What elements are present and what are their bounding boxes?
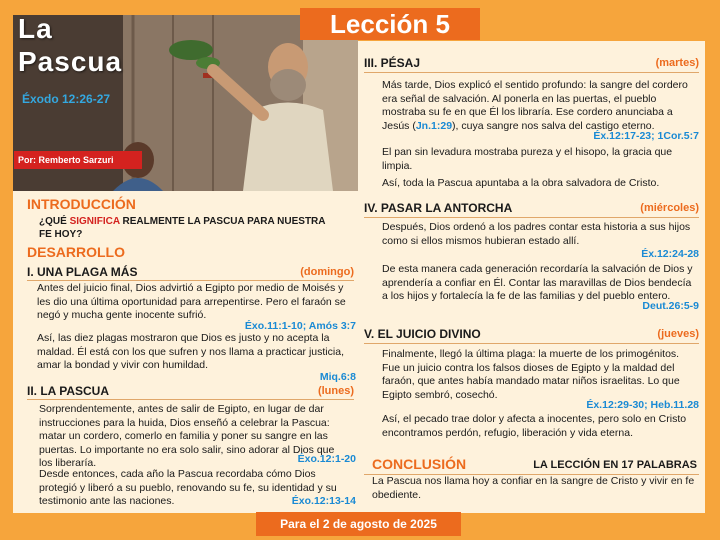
conclusion-text: La Pascua nos llama hoy a confiar en la sangre de Cristo y vivir en fe obediente. [372, 475, 695, 501]
section-2-divider [27, 399, 354, 400]
section-4-reference-1: Éx.12:24-28 [641, 248, 699, 260]
section-4-divider [364, 217, 699, 218]
intro-question [39, 215, 339, 241]
lesson-title-line2: Pascua [18, 46, 123, 77]
section-5-paragraph-1: Finalmente, llegó la última plaga: la muerte de los primogénitos. Fue un juicio contra los falsos dioses de Egipto y la maldad del faraón, que antes había mandado matar niños israelitas. Lo que Egipto sembró, cosechó. [382, 348, 680, 401]
section-4-day: (miércoles) [640, 202, 699, 214]
section-3-paragraph-1-a: Más tarde, Dios explicó el sentido profundo: la sangre del cordero era señal de salvación. Al ponerla en las puertas, el pueblo mostraba su fe en que Él los libraría. Ese cordero anunciaba a Jesús ( [382, 79, 688, 132]
intro-question-highlight: SIGNIFICA [69, 216, 120, 227]
author-badge: Por: Remberto Sarzuri [14, 151, 142, 169]
section-3-title: III. PÉSAJ [364, 56, 421, 70]
section-2-reference-2: Éxo.12:13-14 [291, 495, 356, 507]
footer-date: Para el 2 de agosto de 2025 [256, 512, 461, 536]
section-4-paragraph-1: Después, Dios ordenó a los padres contar esta historia a sus hijos como si ellos mismos hubieran estado allí. [382, 221, 691, 247]
right-column [358, 41, 705, 513]
section-5-reference-1: Éx.12:29-30; Heb.11.28 [586, 399, 699, 411]
section-2-day: (lunes) [317, 385, 354, 397]
section-3-paragraph-1 [382, 79, 700, 133]
section-5-divider [364, 343, 699, 344]
intro-question-pre: ¿QUÉ [39, 216, 70, 227]
section-2-paragraph-2: Desde entonces, cada año la Pascua recordaba cómo Dios protegió y liberó a su pueblo, renovando su fe, su identidad y su testimonio ante las naciones. [39, 468, 337, 507]
section-1-title: I. UNA PLAGA MÁS [27, 265, 138, 279]
lesson-banner: Lección 5 [300, 8, 480, 40]
section-4-paragraph-2: De esta manera cada generación recordaría la salvación de Dios y aprendería a confiar en Él. Contar las maravillas de Dios bendecía a los hijos y fortalecía la fe de las familias y del pueblo entero. [382, 263, 693, 302]
section-3-paragraph-3: Así, toda la Pascua apuntaba a la obra salvadora de Cristo. [382, 177, 660, 189]
section-2-title: II. LA PASCUA [27, 384, 110, 398]
section-5-paragraph-2: Así, el pecado trae dolor y afecta a inocentes, pero solo en Cristo encontramos perdón, refugio, liberación y vida eterna. [382, 413, 687, 439]
conclusion-subheading: LA LECCIÓN EN 17 PALABRAS [533, 459, 697, 471]
section-3-reference-1: Éx.12:17-23; 1Cor.5:7 [593, 130, 699, 142]
section-5-title: V. EL JUICIO DIVINO [364, 327, 481, 341]
lesson-title-line1: La [18, 13, 53, 44]
section-1-day: (domingo) [300, 266, 354, 278]
intro-question-post: REALMENTE LA PASCUA PARA NUESTRA FE HOY? [39, 216, 326, 240]
left-column [13, 191, 358, 513]
section-2-reference-1: Éxo.12:1-20 [297, 453, 356, 465]
lesson-title [18, 12, 122, 78]
section-3-divider [364, 72, 699, 73]
development-heading: DESARROLLO [27, 244, 125, 260]
section-5-day: (jueves) [657, 328, 699, 340]
section-1-paragraph-1: Antes del juicio final, Dios advirtió a Egipto por medio de Moisés y les dio una última oportunidad para arrepentirse. Pero el faraón se negó y mucha gente inocente sufrió. [37, 282, 346, 321]
section-3-inline-reference: Jn.1:29 [415, 119, 453, 132]
section-1-divider [27, 280, 354, 281]
section-2-paragraph-1: Sorprendentemente, antes de salir de Egipto, en lugar de dar instrucciones para la huida, Dios enseñó a celebrar la Pascua: matar un cordero, comerlo en familia y poner su sangre en las puertas. Lo importante no era solo salir, sino adorar al Dios que los liberaría. [39, 403, 335, 469]
section-1-paragraph-2: Así, las diez plagas mostraron que Dios es justo y no acepta la maldad. Él está con los que sufren y nos llama a practicar justicia, amar la bondad y vivir con humildad. [37, 332, 344, 371]
section-4-reference-2: Deut.26:5-9 [642, 300, 699, 312]
section-3-paragraph-1-b: ), cuya sangre nos salva del castigo eterno. [452, 119, 655, 132]
section-3-paragraph-2: El pan sin levadura mostraba pureza y el hisopo, la gracia que limpia. [382, 146, 673, 172]
intro-heading: INTRODUCCIÓN [27, 196, 136, 212]
section-3-day: (martes) [655, 57, 699, 69]
section-4-title: IV. PASAR LA ANTORCHA [364, 201, 513, 215]
conclusion-heading: CONCLUSIÓN [372, 456, 467, 472]
section-1-reference-2: Miq.6:8 [319, 371, 356, 383]
scripture-reference: Éxodo 12:26-27 [22, 92, 111, 106]
section-1-reference-1: Éxo.11:1-10; Amós 3:7 [244, 320, 356, 332]
